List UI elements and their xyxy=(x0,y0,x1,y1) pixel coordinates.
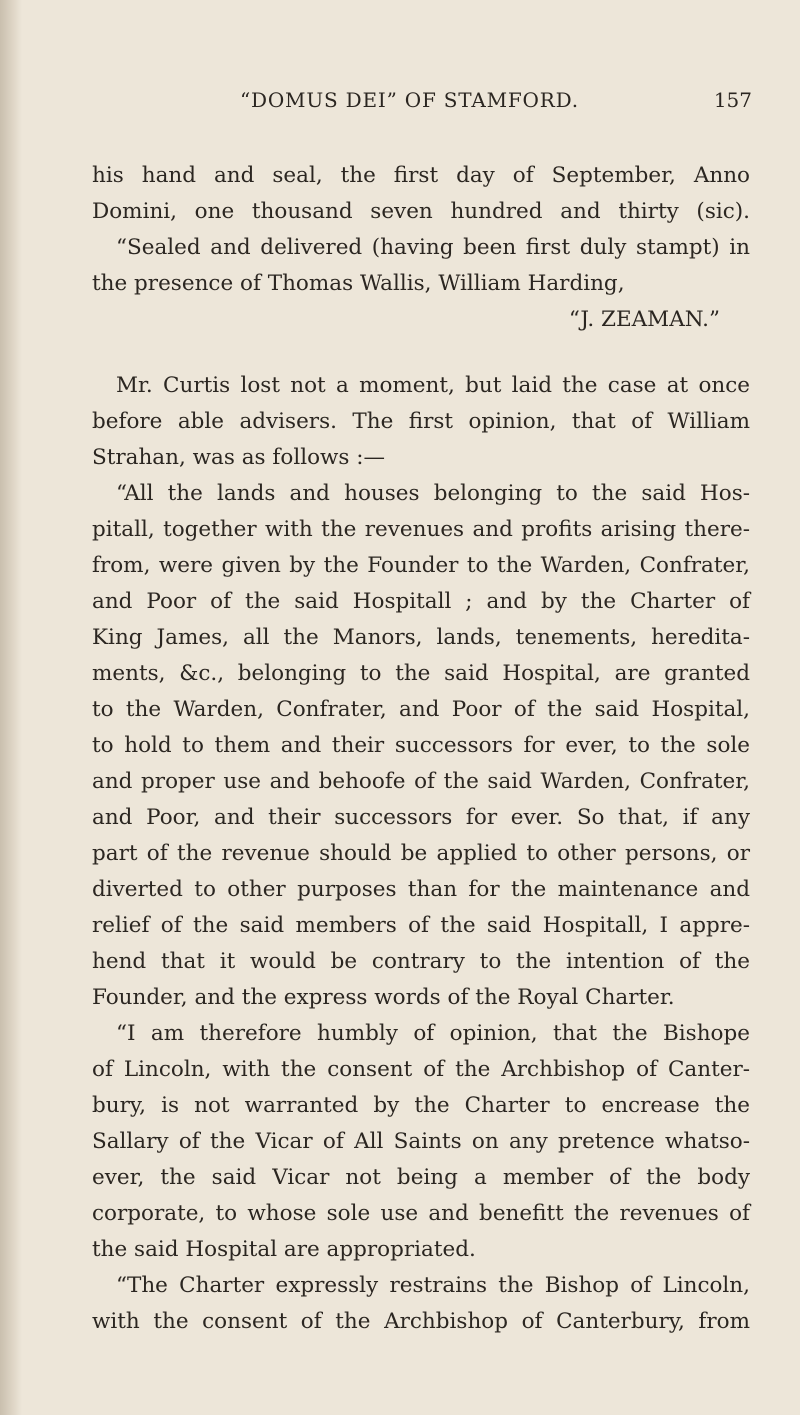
text-line: “The Charter expressly restrains the Bishop of Lincoln, xyxy=(116,1273,750,1298)
text-line: hend that it would be contrary to the intention of the xyxy=(92,949,750,974)
text-line: Strahan, was as follows :— xyxy=(92,445,386,470)
text-line: bury, is not warranted by the Charter to encrease the xyxy=(92,1093,750,1118)
text-line: Mr. Curtis lost not a moment, but laid the case at once xyxy=(116,373,750,398)
text-line: from, were given by the Founder to the Warden, Confrater, xyxy=(92,553,750,578)
text-line: pitall, together with the revenues and profits arising there- xyxy=(92,517,750,542)
page-number: 157 xyxy=(713,88,752,112)
text-line: Sallary of the Vicar of All Saints on any pretence whatso- xyxy=(92,1129,750,1154)
text-line: with the consent of the Archbishop of Canterbury, from xyxy=(92,1309,750,1334)
text-line: “All the lands and houses belonging to the said Hos- xyxy=(116,481,750,506)
book-gutter-shadow xyxy=(0,0,22,1415)
text-line: to hold to them and their successors for ever, to the sole xyxy=(92,733,750,758)
page-header xyxy=(40,88,752,118)
text-line: to the Warden, Confrater, and Poor of the said Hospital, xyxy=(92,697,750,722)
text-line: relief of the said members of the said Hospitall, I appre- xyxy=(92,913,750,938)
text-line: Domini, one thousand seven hundred and thirty (sic). xyxy=(92,199,750,224)
text-line: “I am therefore humbly of opinion, that the Bishope xyxy=(116,1021,750,1046)
text-line: and proper use and behoofe of the said Warden, Confrater, xyxy=(92,769,750,794)
text-line: diverted to other purposes than for the maintenance and xyxy=(92,877,750,902)
text-line: Founder, and the express words of the Royal Charter. xyxy=(92,985,675,1010)
body-text xyxy=(92,158,750,1340)
text-line: King James, all the Manors, lands, tenements, heredita- xyxy=(92,625,750,650)
paragraph-gap xyxy=(92,338,750,368)
text-line: the said Hospital are appropriated. xyxy=(92,1237,476,1262)
text-line: ever, the said Vicar not being a member of the body xyxy=(92,1165,750,1190)
running-title: “DOMUS DEI” OF STAMFORD. xyxy=(240,88,579,112)
text-line: and Poor, and their successors for ever. So that, if any xyxy=(92,805,750,830)
text-line: the presence of Thomas Wallis, William Harding, xyxy=(92,271,625,296)
signature-line: “J. ZEAMAN.” xyxy=(568,307,720,332)
text-line: and Poor of the said Hospitall ; and by the Charter of xyxy=(92,589,750,614)
text-line: his hand and seal, the first day of September, Anno xyxy=(92,163,750,188)
book-page xyxy=(40,0,752,1415)
text-line: before able advisers. The first opinion, that of William xyxy=(92,409,750,434)
text-line: part of the revenue should be applied to other persons, or xyxy=(92,841,750,866)
text-line: of Lincoln, with the consent of the Archbishop of Canter- xyxy=(92,1057,750,1082)
text-line: “Sealed and delivered (having been first duly stampt) in xyxy=(116,235,750,260)
text-line: corporate, to whose sole use and benefitt the revenues of xyxy=(92,1201,750,1226)
text-line: ments, &c., belonging to the said Hospital, are granted xyxy=(92,661,750,686)
